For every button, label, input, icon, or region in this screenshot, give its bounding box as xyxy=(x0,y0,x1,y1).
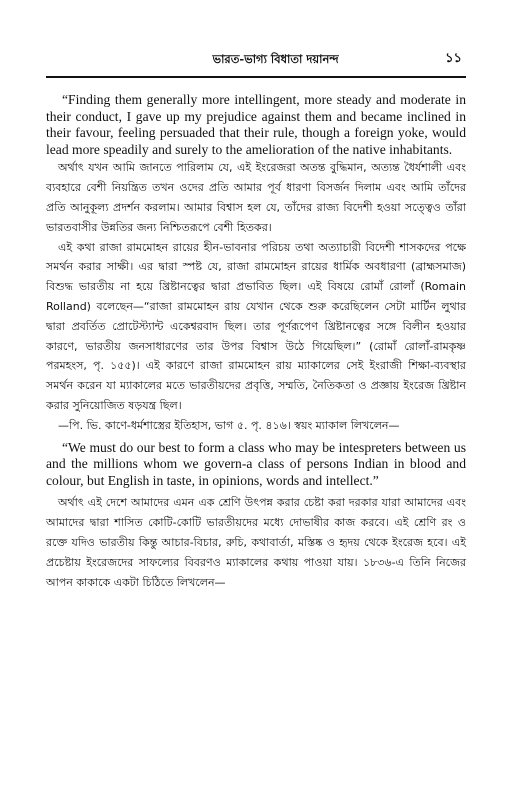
page-number: ১১ xyxy=(445,51,462,66)
bengali-commentary-paragraph: এই কথা রাজা রামমোহন রায়ের হীন-ভাবনার পরিচয় তথা অত্যাচারী বিদেশী শাসকদের পক্ষে সমর্থন করার সাক্ষী। এর দ্বারা স্পষ্ট যে, রাজা রামমোহন রায়ের ধার্মিক অবধারণা (ব্রাহ্মসমাজ) বিশুদ্ধ ভারতীয় না হয়ে খ্রিষ্টানত্বের দ্বারা প্রভাবিত ছিল। এই বিষয়ে রোমাঁ রোলাঁ (Romain Rolland) বলেছেন—“রাজা রামমোহন রায় যেখান থেকে শুরু করেছিলেন সেটা মার্টিন লুথার দ্বারা প্রবর্তিত প্রোটেস্ট্যান্ট একেশ্বরবাদ ছিল। তার পূর্ণরূপেণ খ্রিষ্টানত্বের সঙ্গে বিলীন হওয়ার কারণে, ভারতীয় জনসাধারণের তার উপর বিশ্বাস উঠে গিয়েছিল।” (রোমাঁ রোলাঁ-রামকৃষ্ণ পরমহংস, পৃ. ১৫৫)। এই কারণে রাজা রামমোহন রায় ম্যাকালের সেই ইংরাজী শিক্ষা-ব্যবস্থার সমর্থন করেন যা ম্যাকালের মতে ভারতীয়দের প্রবৃত্তি, সম্মতি, নৈতিকতা ও প্রজ্ঞায় ইংরেজ খ্রিষ্টান করার সুনিয়োজিত ষড়যন্ত্র ছিল। xyxy=(46,240,466,412)
english-quote-paragraph: “Finding them generally more intellingent, more steady and moderate in their conduct, I gave up my prejudice against them and became inclined in their favour, feeling persuaded that their rule, though a foreign yoke, would lead more speadily and surely to the amelioration of the native inhabitants. xyxy=(46,92,466,157)
page-body xyxy=(46,78,466,592)
reference-paragraph: —পি. ভি. কাণে-ধর্মশাস্ত্রের ইতিহাস, ভাগ ৫. পৃ. ৪১৬। স্বয়ং ম্যাকাল লিখলেন— xyxy=(58,418,400,432)
bengali-translation-paragraph: অর্থাৎ এই দেশে আমাদের এমন এক শ্রেণি উৎপন্ন করার চেষ্টা করা দরকার যারা আমাদের এবং আমাদের দ্বারা শাসিত কোটি-কোটি ভারতীয়দের মধ্যে দোভাষীর কাজ করবে। এই শ্রেণি রং ও রক্তে যদিও ভারতীয় কিন্তু আচার-বিচার, রুচি, কথাবার্তা, মস্তিষ্ক ও হৃদয় থেকে ইংরেজ হবে। এই প্রচেষ্টায় ইংরেজদের সাফল্যের বিবরণও ম্যাকালের কথায় পাওয়া যায়। ১৮৩৬-এ তিনি নিজের আপন কাকাকে একটা চিঠিতে লিখলেন— xyxy=(46,496,466,589)
running-title: ভারত-ভাগ্য বিধাতা দয়ানন্দ xyxy=(212,52,339,66)
bengali-translation-paragraph: অর্থাৎ যখন আমি জানতে পারিলাম যে, এই ইংরেজরা অতন্ত বুদ্ধিমান, অত্যন্ত ধৈর্যশালী এবং ব্যবহারে বেশী নিয়ন্ত্রিত তখন ওদের প্রতি আমার পূর্ব ধারণা বিসর্জন দিলাম এবং আমি তাঁদের প্রতি আনুকূল্য প্রদর্শন করলাম। আমার বিশ্বাস হল যে, তাঁদের রাজ্য বিদেশী হওয়া সত্ত্বেও তাঁরা ভারতবাসীর উন্নতির জন্য নিশ্চিতরূপে বেশী হিতকর। xyxy=(46,161,466,234)
running-header xyxy=(46,0,466,70)
english-quote-paragraph: “We must do our best to form a class who may be intespreters between us and the millions whom we govern-a class of persons Indian in blood and colour, but English in taste, in opinions, words and intellect.” xyxy=(46,439,466,488)
